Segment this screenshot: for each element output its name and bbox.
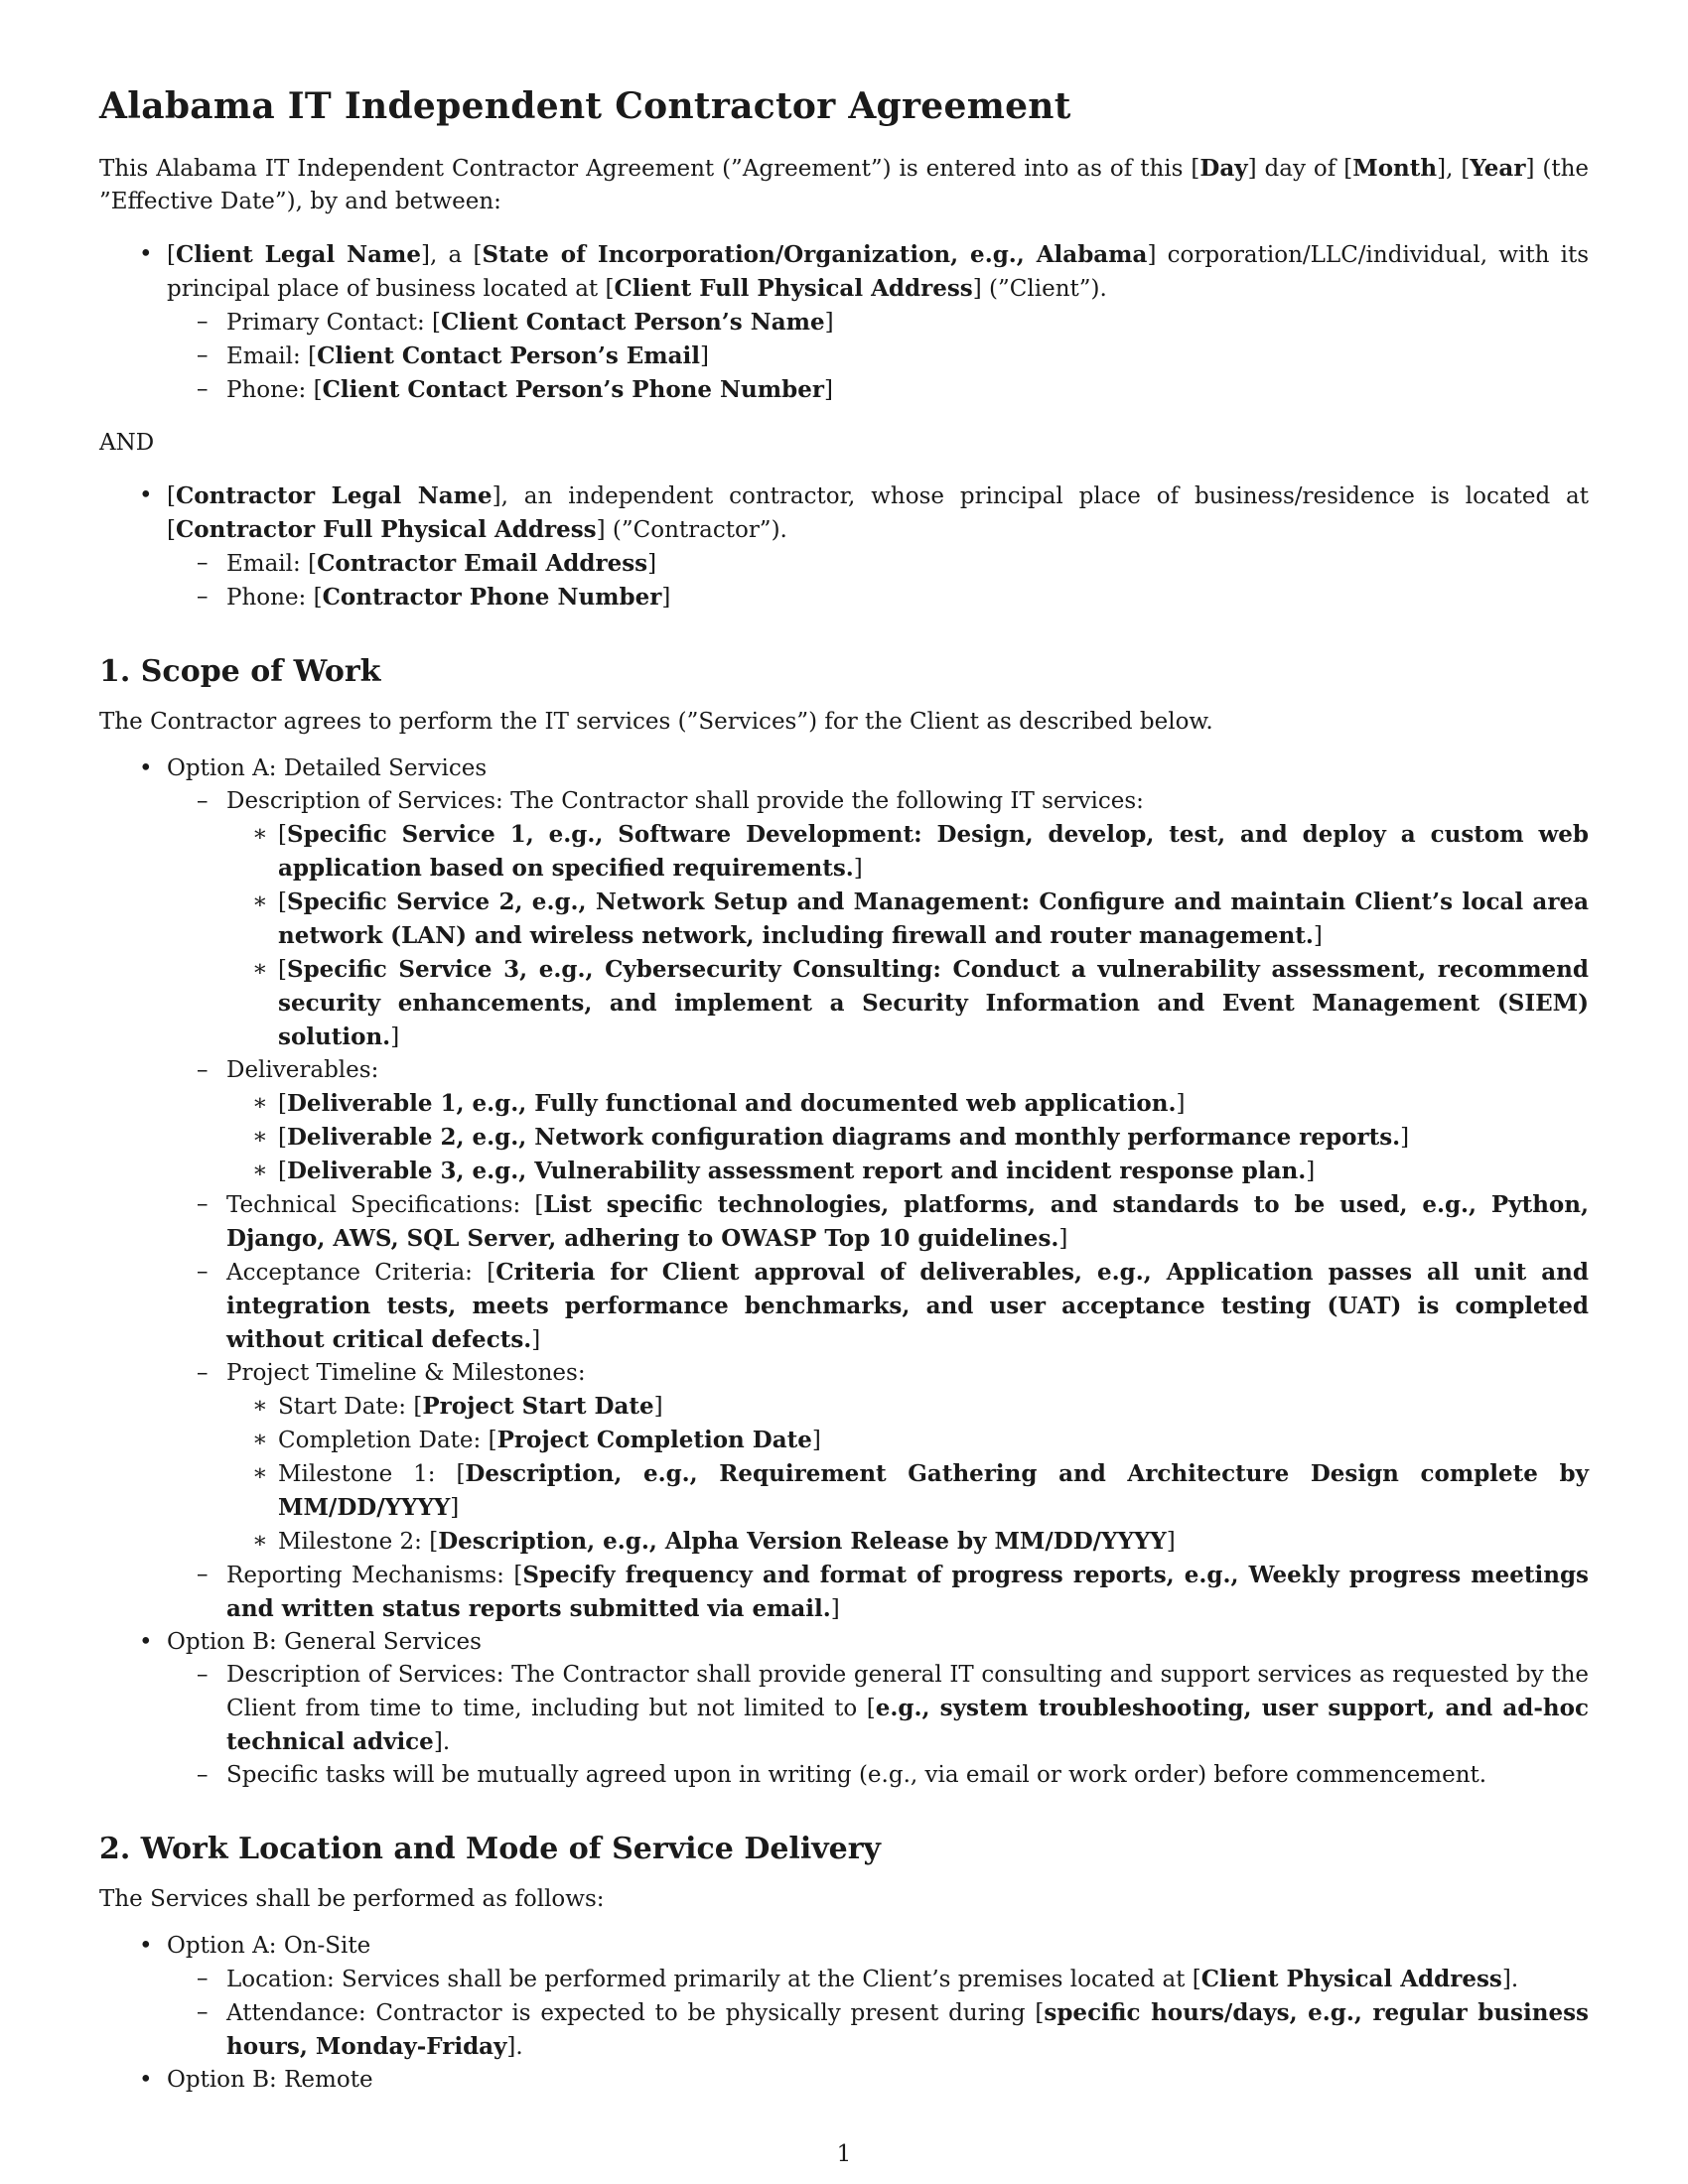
page-number: 1 [836, 2141, 852, 2167]
list-item: ∗ [Deliverable 2, e.g., Network configuration diagrams and monthly performance reports.] [226, 1121, 1589, 1155]
contractor-party: • [Contractor Legal Name], an independent contractor, whose principal place of business/residence is located at [Contractor Full Physical Address] (”Contractor”). – Email: [Contractor Email Address] – Phone: [Contractor Phone Number] [99, 479, 1589, 614]
list-item: ∗ [Deliverable 3, e.g., Vulnerability assessment report and incident response plan.] [226, 1155, 1589, 1188]
scope-option-a: • Option A: Detailed Services – Description of Services: The Contractor shall provide the following IT services: ∗ [Specific Service 1, e.g., Software Development: Design, develop, test, and deploy a custom web application based on specified requirements.] ∗ [Specific Service 2, e.g., Network Setup and Management: Configure and maintain Client’s local area network (LAN) and wireless network, including firewall and router management.] ∗ [Specific Service 3, e.g., Cybersecurity Consulting: Conduct a vulnerability assessment, recommend security enhancements, and implement a Security Information and Event Management (SIEM) solution.] – Deliverables: ∗ [Deliverable 1, e.g., Fully functional and documented web application.] ∗ [Deliverable 2, e.g., Network configuration diagrams and monthly performance reports.] ∗ [Deliverable 3, e.g., Vulnerability assessment report and incident response plan.] – Technical Specifications: [List specific technologies, platforms, and standards to be used, e.g., Python, Django, AWS, SQL Server, adhering to OWASP Top 10 guidelines.] – Acceptance Criteria: [Criteria for Client approval of deliverables, e.g., Application passes all unit and integration tests, meets performance benchmarks, and user acceptance testing (UAT) is completed without critical defects.] – Project Timeline & Milestones: ∗ Start Date: [Project Start Date] ∗ Completion Date: [Project Completion Date] ∗ Milestone 1: [Description, e.g., Requirement Gathering and Architecture Design complete by MM/DD/YYYY] ∗ Milestone 2: [Description, e.g., Alpha Version Release by MM/DD/YYYY] – Reporting Mechanisms: [Specify frequency and format of progress reports, e.g., Weekly progress meetings and written status reports submitted via email.] [99, 752, 1589, 1626]
and-separator: AND [99, 430, 155, 457]
contractor-address-placeholder: Contractor Full Physical Address [175, 516, 597, 544]
section-2-heading: 2. Work Location and Mode of Service Delivery [99, 1832, 881, 1867]
milestone-1: ∗ Milestone 1: [Description, e.g., Requirement Gathering and Architecture Design complete by MM/DD/YYYY] [226, 1457, 1589, 1525]
list-item: ∗ [Deliverable 1, e.g., Fully functional and documented web application.] [226, 1087, 1589, 1121]
technical-specifications: – Technical Specifications: [List specific technologies, platforms, and standards to be used, e.g., Python, Django, AWS, SQL Server, adhering to OWASP Top 10 guidelines.] [167, 1188, 1589, 1256]
location-option-a: • Option A: On-Site – Location: Services shall be performed primarily at the Client’s premises located at [Client Physical Address]. – Attendance: Contractor is expected to be physically present during [specific hours/days, e.g., regular business hours, Monday-Friday]. [99, 1930, 1589, 2064]
list-item: ∗ [Specific Service 1, e.g., Software Development: Design, develop, test, and deploy a custom web application based on specified requirements.] [226, 818, 1589, 886]
acceptance-criteria: – Acceptance Criteria: [Criteria for Client approval of deliverables, e.g., Application passes all unit and integration tests, meets performance benchmarks, and user acceptance testing (UAT) is completed without critical defects.] [167, 1256, 1589, 1357]
contractor-party-list [99, 479, 1589, 614]
deliverables-list [226, 1087, 1589, 1188]
section-2-intro: The Services shall be performed as follows: [99, 1886, 605, 1913]
general-services-description: – Description of Services: The Contractor shall provide general IT consulting and support services as requested by the Client from time to time, including but not limited to [e.g., system troubleshooting, user support, and ad-hoc technical advice]. [167, 1659, 1589, 1759]
contractor-name-placeholder: Contractor Legal Name [175, 482, 492, 510]
intro-paragraph: This Alabama IT Independent Contractor Agreement (”Agreement”) is entered into as of this [Day] day of [Month], [Year] (the ”Effective Date”), by and between: [99, 155, 1590, 215]
start-date: ∗ Start Date: [Project Start Date] [226, 1390, 1589, 1424]
general-services-tasks: – Specific tasks will be mutually agreed upon in writing (e.g., via email or work order) before commencement. [167, 1759, 1589, 1792]
on-site-location: – Location: Services shall be performed primarily at the Client’s premises located at [Client Physical Address]. [167, 1963, 1589, 1996]
contractor-email: – Email: [Contractor Email Address] [167, 547, 1589, 581]
reporting-mechanisms: – Reporting Mechanisms: [Specify frequency and format of progress reports, e.g., Weekly progress meetings and written status reports submitted via email.] [167, 1559, 1589, 1626]
year-placeholder: Year [1470, 155, 1526, 183]
deliverables: – Deliverables: ∗ [Deliverable 1, e.g., Fully functional and documented web application.] ∗ [Deliverable 2, e.g., Network configuration diagrams and monthly performance reports.] ∗ [Deliverable 3, e.g., Vulnerability assessment report and incident response plan.] [167, 1054, 1589, 1188]
client-address-placeholder: Client Full Physical Address [614, 275, 973, 303]
client-primary-contact: – Primary Contact: [Client Contact Person’s Name] [167, 306, 1589, 340]
list-item: ∗ [Specific Service 3, e.g., Cybersecurity Consulting: Conduct a vulnerability assessment, recommend security enhancements, and implement a Security Information and Event Management (SIEM) solution.] [226, 953, 1589, 1054]
milestone-2: ∗ Milestone 2: [Description, e.g., Alpha Version Release by MM/DD/YYYY] [226, 1525, 1589, 1559]
section-1-heading: 1. Scope of Work [99, 654, 381, 690]
contractor-phone: – Phone: [Contractor Phone Number] [167, 581, 1589, 614]
client-party: • [Client Legal Name], a [State of Incorporation/Organization, e.g., Alabama] corporation/LLC/individual, with its principal place of business located at [Client Full Physical Address] (”Client”). – Primary Contact: [Client Contact Person’s Name] – Email: [Client Contact Person’s Email] – Phone: [Client Contact Person’s Phone Number] [99, 238, 1589, 407]
services-description: – Description of Services: The Contractor shall provide the following IT services: ∗ [Specific Service 1, e.g., Software Development: Design, develop, test, and deploy a custom web application based on specified requirements.] ∗ [Specific Service 2, e.g., Network Setup and Management: Configure and maintain Client’s local area network (LAN) and wireless network, including firewall and router management.] ∗ [Specific Service 3, e.g., Cybersecurity Consulting: Conduct a vulnerability assessment, recommend security enhancements, and implement a Security Information and Event Management (SIEM) solution.] [167, 785, 1589, 1054]
location-option-b: • Option B: Remote [99, 2064, 1589, 2097]
list-item: ∗ [Specific Service 2, e.g., Network Setup and Management: Configure and maintain Client’s local area network (LAN) and wireless network, including firewall and router management.] [226, 886, 1589, 953]
client-name-placeholder: Client Legal Name [175, 241, 422, 269]
section-1-intro: The Contractor agrees to perform the IT services (”Services”) for the Client as described below. [99, 709, 1213, 736]
document-title: Alabama IT Independent Contractor Agreement [99, 85, 1071, 127]
scope-options-list [99, 752, 1589, 1792]
project-timeline: – Project Timeline & Milestones: ∗ Start Date: [Project Start Date] ∗ Completion Date: [Project Completion Date] ∗ Milestone 1: [Description, e.g., Requirement Gathering and Architecture Design complete by MM/DD/YYYY] ∗ Milestone 2: [Description, e.g., Alpha Version Release by MM/DD/YYYY] [167, 1357, 1589, 1559]
client-state-placeholder: State of Incorporation/Organization, e.g., Alabama [482, 241, 1148, 269]
on-site-attendance: – Attendance: Contractor is expected to be physically present during [specific hours/days, e.g., regular business hours, Monday-Friday]. [167, 1996, 1589, 2064]
location-options-list [99, 1930, 1589, 2097]
client-phone: – Phone: [Client Contact Person’s Phone Number] [167, 373, 1589, 407]
timeline-list [226, 1390, 1589, 1559]
services-list [226, 818, 1589, 1054]
day-placeholder: Day [1199, 155, 1248, 183]
contractor-contact-list [167, 547, 1589, 614]
client-party-list [99, 238, 1589, 407]
scope-option-b: • Option B: General Services – Description of Services: The Contractor shall provide general IT consulting and support services as requested by the Client from time to time, including but not limited to [e.g., system troubleshooting, user support, and ad-hoc technical advice]. – Specific tasks will be mutually agreed upon in writing (e.g., via email or work order) before commencement. [99, 1626, 1589, 1792]
document-page [99, 85, 1589, 2097]
completion-date: ∗ Completion Date: [Project Completion Date] [226, 1424, 1589, 1457]
month-placeholder: Month [1352, 155, 1438, 183]
client-email: – Email: [Client Contact Person’s Email] [167, 340, 1589, 373]
client-contact-list [167, 306, 1589, 407]
